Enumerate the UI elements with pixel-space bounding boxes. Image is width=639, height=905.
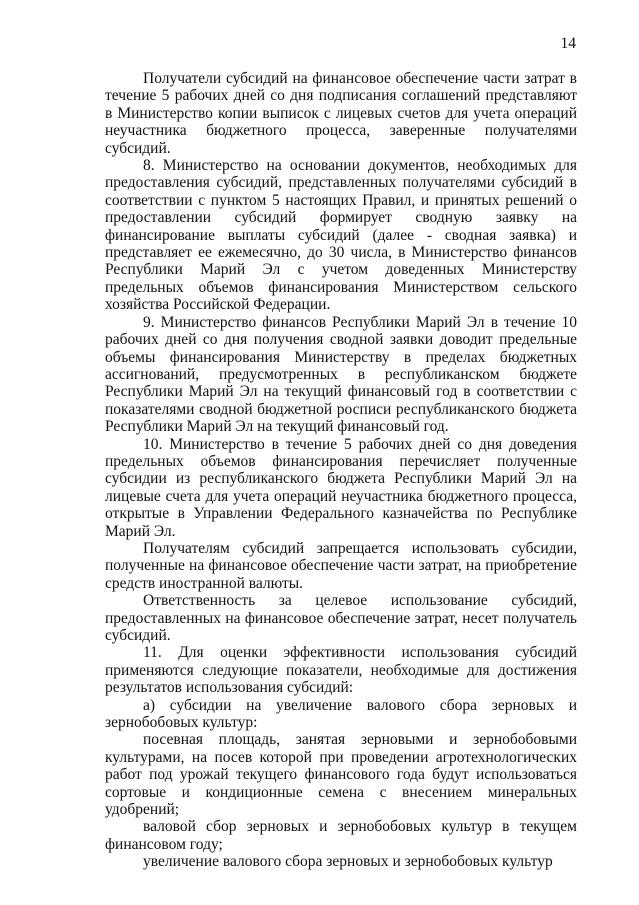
- paragraph-harvest-increase: увеличение валового сбора зерновых и зернобобовых культур: [143, 853, 553, 871]
- paragraph-item-9: 9. Министерство финансов Республики Марий Эл в течение 10 рабочих дней со дня получения сводной заявки доводит предельные объемы финансирования Министерству в пределах бюджетных ассигнований, предусмотренных в республиканском бюджете Республики Марий Эл на текущий финансовый год в соответствии с показателями сводной бюджетной росписи республиканского бюджета Республики Марий Эл на текущий финансовый год.: [105, 313, 577, 436]
- paragraph-responsibility: Ответственность за целевое использование субсидий, предоставленных на финансовое обеспечение затрат, несет получатель субсидий.: [105, 592, 577, 644]
- paragraph-sown-area: посевная площадь, занятая зерновыми и зернобобовыми культурами, на посев которой при проведении агротехнологических работ под урожай текущего финансового года будут использоваться сортовые и кондиционные семена с внесением минеральных удобрений;: [105, 731, 577, 819]
- paragraph-subitem-a: а) субсидии на увеличение валового сбора зерновых и зернобобовых культур:: [105, 696, 577, 732]
- paragraph-item-11: 11. Для оценки эффективности использования субсидий применяются следующие показатели, необходимые для достижения результатов использования субсидий:: [105, 644, 577, 697]
- page-number: 14: [560, 35, 576, 52]
- paragraph-gross-harvest: валовой сбор зерновых и зернобобовых культур в текущем финансовом году;: [105, 818, 577, 853]
- paragraph-item-8: 8. Министерство на основании документов, необходимых для предоставления субсидий, представленных получателями субсидий в соответствии с пунктом 5 настоящих Правил, и принятых решений о предоставлении субсидий формирует сводную заявку на финансирование выплаты субсидий (далее - сводная заявка) и представляет ее ежемесячно, до 30 числа, в Министерство финансов Республики Марий Эл с учетом доведенных Министерству предельных объемов финансирования Министерством сельского хозяйства Российской Федерации.: [105, 157, 577, 314]
- paragraph-recipients-statements: Получатели субсидий на финансовое обеспечение части затрат в течение 5 рабочих дней со дня подписания соглашений представляют в Министерство копии выписок с лицевых счетов для учета операций неучастника бюджетного процесса, заверенные получателями субсидий.: [105, 70, 577, 157]
- paragraph-item-10: 10. Министерство в течение 5 рабочих дней со дня доведения предельных объемов финансирования перечисляет полученные субсидии из республиканского бюджета Республики Марий Эл на лицевые счета для учета операций неучастника бюджетного процесса, открытые в Управлении Федерального казначейства по Республике Марий Эл.: [105, 435, 577, 540]
- paragraph-currency-prohibition: Получателям субсидий запрещается использовать субсидии, полученные на финансовое обеспечение части затрат, на приобретение средств иностранной валюты.: [105, 539, 577, 592]
- document-body: [105, 70, 577, 871]
